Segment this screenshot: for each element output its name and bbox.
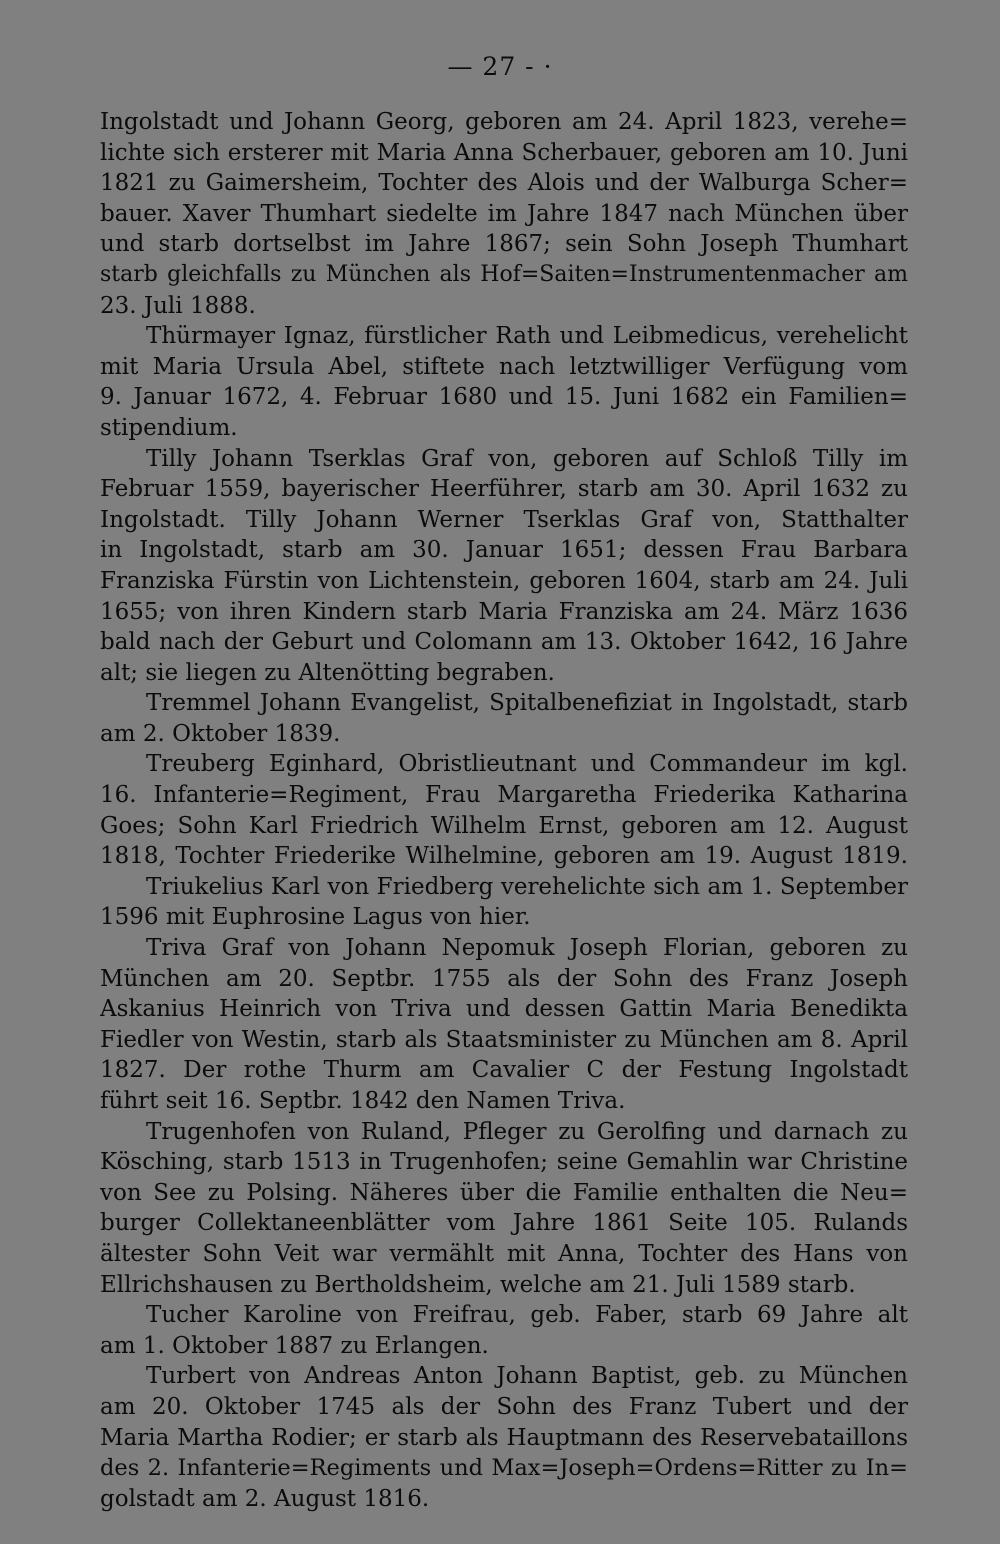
text-line: Tremmel Johann Evangelist, Spitalbenefiziat in Ingolstadt, starb (146, 690, 908, 717)
text-line: Ingolstadt. Tilly Johann Werner Tserklas Graf von, Statthalter (100, 506, 908, 533)
text-line: lichte sich ersterer mit Maria Anna Scherbauer, geboren am 10. Juni (100, 139, 908, 166)
text-line: Tucher Karoline von Freifrau, geb. Faber, starb 69 Jahre alt (146, 1302, 908, 1329)
text-line: am 1. Oktober 1887 zu Erlangen. (100, 1332, 489, 1359)
text-line: 16. Infanterie=Regiment, Frau Margaretha Friederika Katharina (100, 782, 908, 809)
text-line: golstadt am 2. August 1816. (100, 1485, 430, 1512)
text-line: mit Maria Ursula Abel, stiftete nach letztwilliger Verfügung vom (100, 353, 908, 380)
text-line: Maria Martha Rodier; er starb als Hauptmann des Reservebataillons (100, 1424, 908, 1451)
text-line: 1821 zu Gaimersheim, Tochter des Alois und der Walburga Scher= (100, 170, 908, 197)
text-line: bald nach der Geburt und Colomann am 13. Oktober 1642, 16 Jahre (100, 629, 908, 656)
text-line: Fiedler von Westin, starb als Staatsminister zu München am 8. April (100, 1026, 908, 1053)
text-line: 1655; von ihren Kindern starb Maria Franziska am 24. März 1636 (100, 598, 908, 625)
text-line: Tilly Johann Tserklas Graf von, geboren auf Schloß Tilly im (146, 445, 908, 472)
text-line: 23. Juli 1888. (100, 292, 256, 319)
text-line: Turbert von Andreas Anton Johann Baptist, geb. zu München (146, 1363, 908, 1390)
text-line: Thürmayer Ignaz, fürstlicher Rath und Leibmedicus, verehelicht (146, 323, 908, 350)
text-line: Triukelius Karl von Friedberg verehelichte sich am 1. September (146, 873, 908, 900)
text-line: Franziska Fürstin von Lichtenstein, geboren 1604, starb am 24. Juli (100, 567, 908, 594)
text-line: 1596 mit Euphrosine Lagus von hier. (100, 904, 531, 931)
text-line: 1827. Der rothe Thurm am Cavalier C der Festung Ingolstadt (100, 1057, 908, 1084)
text-line: starb gleichfalls zu München als Hof=Saiten=Instrumentenmacher am (100, 261, 908, 287)
page-number-header: — 27 - · (447, 52, 553, 81)
text-line: Februar 1559, bayerischer Heerführer, starb am 30. April 1632 zu (100, 476, 908, 503)
text-line: Ingolstadt und Johann Georg, geboren am 24. April 1823, verehe= (100, 109, 908, 135)
text-line: alt; sie liegen zu Altenötting begraben. (100, 659, 555, 686)
text-line: Goes; Sohn Karl Friedrich Wilhelm Ernst, geboren am 12. August (100, 812, 908, 839)
text-line: des 2. Infanterie=Regiments und Max=Joseph=Ordens=Ritter zu In= (100, 1455, 908, 1482)
text-line: führt seit 16. Septbr. 1842 den Namen Triva. (100, 1088, 626, 1114)
text-line: Treuberg Eginhard, Obristlieutnant und Commandeur im kgl. (146, 751, 908, 778)
text-line: in Ingolstadt, starb am 30. Januar 1651; dessen Frau Barbara (100, 537, 908, 564)
text-line: München am 20. Septbr. 1755 als der Sohn des Franz Joseph (100, 965, 908, 992)
text-line: stipendium. (100, 414, 238, 441)
text-line: Kösching, starb 1513 in Trugenhofen; seine Gemahlin war Christine (100, 1149, 908, 1176)
text-line: am 20. Oktober 1745 als der Sohn des Franz Tubert und der (100, 1393, 908, 1420)
text-line: Triva Graf von Johann Nepomuk Joseph Florian, geboren zu (146, 935, 908, 962)
text-line: 1818, Tochter Friederike Wilhelmine, geboren am 19. August 1819. (100, 843, 908, 870)
page-body-text (100, 107, 908, 1514)
text-line: ältester Sohn Veit war vermählt mit Anna, Tochter des Hans von (100, 1240, 908, 1267)
text-line: Ellrichshausen zu Bertholdsheim, welche am 21. Juli 1589 starb. (100, 1271, 856, 1298)
text-line: am 2. Oktober 1839. (100, 720, 341, 747)
text-line: 9. Januar 1672, 4. Februar 1680 und 15. Juni 1682 ein Familien= (100, 384, 908, 411)
text-line: von See zu Polsing. Näheres über die Familie enthalten die Neu= (100, 1179, 908, 1206)
text-line: und starb dortselbst im Jahre 1867; sein Sohn Joseph Thumhart (100, 231, 908, 258)
text-line: Trugenhofen von Ruland, Pfleger zu Gerolfing und darnach zu (146, 1118, 908, 1145)
text-line: burger Collektaneenblätter vom Jahre 1861 Seite 105. Rulands (100, 1210, 908, 1237)
text-line: Askanius Heinrich von Triva und dessen Gattin Maria Benedikta (100, 996, 908, 1023)
text-line: bauer. Xaver Thumhart siedelte im Jahre 1847 nach München über (100, 200, 908, 227)
